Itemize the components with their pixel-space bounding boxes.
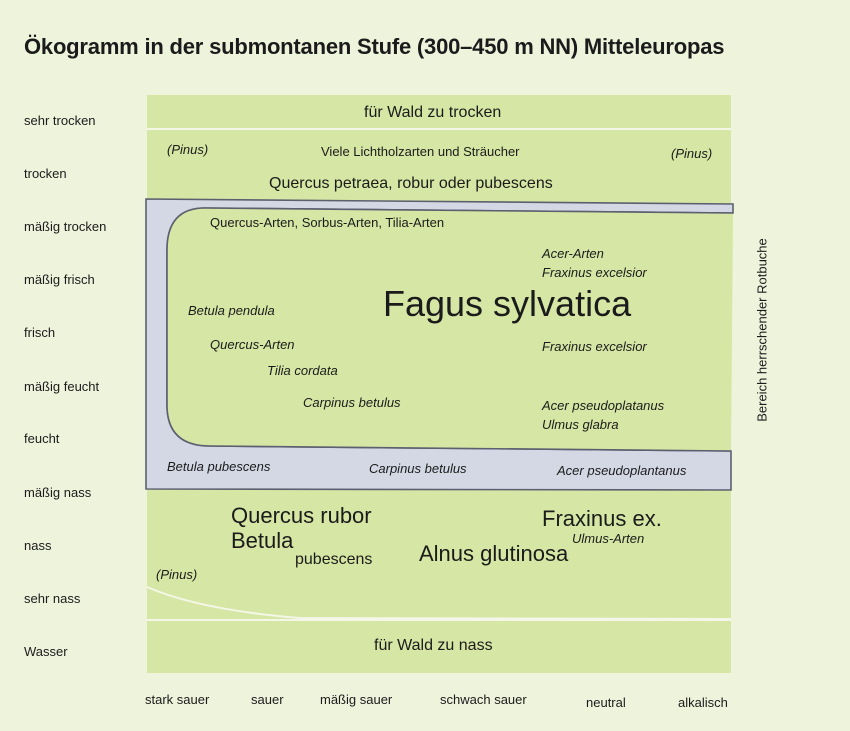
betula-pubescens: Betula pubescens [167, 459, 271, 474]
moisture-label-maessig-feucht: mäßig feucht [24, 379, 100, 394]
acer-arten: Acer-Arten [542, 246, 604, 261]
quercus-dry: Quercus petraea, robur oder pubescens [269, 175, 553, 192]
pinus-wet: (Pinus) [156, 567, 198, 582]
fraxinus-excelsior-upper: Fraxinus excelsior [542, 265, 647, 280]
beech-companion-species: Quercus-Arten, Sorbus-Arten, Tilia-Arten [210, 215, 445, 230]
alnus-glutinosa: Alnus glutinosa [419, 541, 569, 566]
quercus-arten: Quercus-Arten [210, 337, 295, 352]
quercus-rubor: Quercus rubor [231, 503, 372, 528]
moisture-label-wasser: Wasser [24, 644, 68, 659]
carpinus-betulus-beech: Carpinus betulus [303, 395, 401, 410]
zone-too-dry: für Wald zu trocken [364, 104, 502, 121]
diagram-title: Ökogramm in der submontanen Stufe (300–450 m NN) Mitteleuropas [24, 34, 725, 59]
betula-wet: Betula [231, 528, 294, 553]
light-trees-shrubs: Viele Lichtholzarten und Sträucher [321, 144, 520, 159]
moisture-label-frisch: frisch [24, 325, 56, 340]
fraxinus-ex: Fraxinus ex. [542, 506, 662, 531]
acidity-label-stark-sauer: stark sauer [145, 692, 210, 707]
beech-range-side-label: Bereich herrschender Rotbuche [754, 238, 770, 422]
moisture-label-trocken: trocken [24, 166, 67, 181]
acidity-label-schwach-sauer: schwach sauer [440, 692, 527, 707]
acidity-label-sauer: sauer [251, 692, 284, 707]
acer-pseudoplatanus: Acer pseudoplatanus [542, 398, 665, 413]
moisture-label-nass: nass [24, 538, 52, 553]
acer-pseudoplantanus: Acer pseudoplantanus [557, 463, 687, 478]
ulmus-arten: Ulmus-Arten [572, 531, 645, 546]
acidity-label-neutral: neutral [586, 695, 626, 710]
acidity-label-maessig-sauer: mäßig sauer [320, 692, 393, 707]
moisture-label-maessig-nass: mäßig nass [24, 485, 92, 500]
fagus-sylvatica: Fagus sylvatica [383, 283, 632, 324]
acidity-label-alkalisch: alkalisch [678, 695, 728, 710]
moisture-label-feucht: feucht [24, 431, 60, 446]
zone-too-wet: für Wald zu nass [374, 637, 493, 654]
moisture-label-sehr-trocken: sehr trocken [24, 113, 96, 128]
moisture-label-sehr-nass: sehr nass [24, 591, 81, 606]
betula-pendula: Betula pendula [188, 303, 275, 318]
moisture-label-maessig-trocken: mäßig trocken [24, 219, 107, 234]
pinus-dry-right: (Pinus) [671, 146, 713, 161]
moisture-label-maessig-frisch: mäßig frisch [24, 272, 95, 287]
tilia-cordata: Tilia cordata [267, 363, 338, 378]
beech-core-zone [167, 208, 733, 451]
pinus-dry-left: (Pinus) [167, 142, 209, 157]
ulmus-glabra: Ulmus glabra [542, 417, 619, 432]
carpinus-betulus-band: Carpinus betulus [369, 461, 467, 476]
fraxinus-excelsior-lower: Fraxinus excelsior [542, 339, 647, 354]
pubescens-wet: pubescens [295, 551, 373, 568]
